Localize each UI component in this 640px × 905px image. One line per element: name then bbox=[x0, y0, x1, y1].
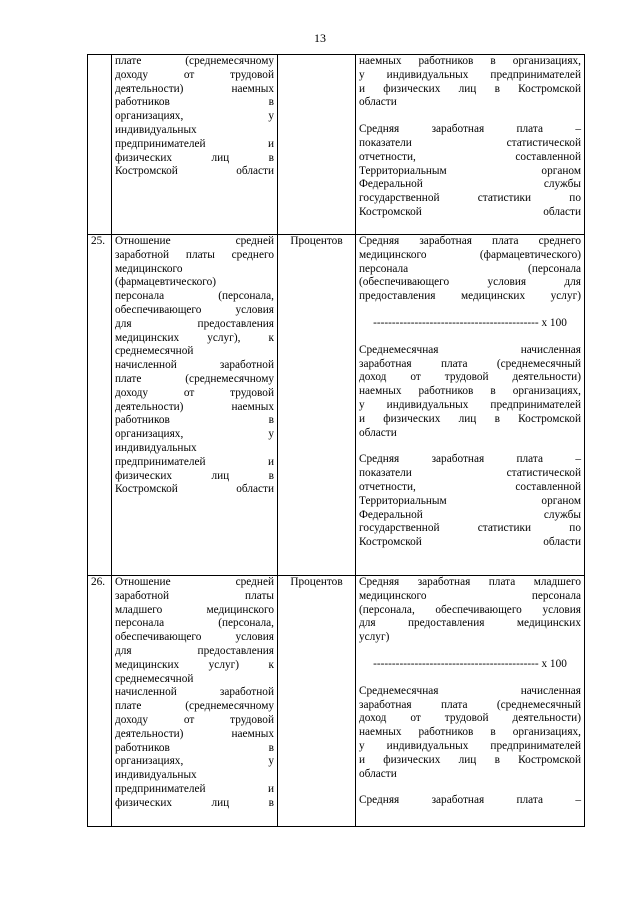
formula-text-line: наемных работников в организациях, bbox=[359, 55, 581, 67]
indicator-name bbox=[112, 235, 278, 576]
indicator-name-line: организациях, у bbox=[115, 755, 274, 768]
indicator-name-line: персонала (персонала, bbox=[115, 617, 274, 630]
paragraph-gap bbox=[359, 110, 581, 123]
table-row bbox=[88, 576, 585, 827]
data-source-line: Средняя заработная плата – bbox=[359, 794, 581, 807]
formula-numerator-line: Средняя заработная плата младшего bbox=[359, 576, 581, 588]
indicator-name-line: для предоставления bbox=[115, 644, 274, 657]
indicator-name-line: деятельности) наемных bbox=[115, 400, 274, 413]
indicator-name-line: плате (среднемесячному bbox=[115, 700, 274, 713]
paragraph-gap bbox=[359, 440, 581, 453]
formula-denominator-line: у индивидуальных предпринимателей bbox=[359, 739, 581, 752]
indicator-name-line: индивидуальных bbox=[115, 441, 197, 454]
indicator-name-line: предпринимателей и bbox=[115, 782, 274, 795]
data-source-line: отчетности, составленной bbox=[359, 150, 581, 163]
indicator-name-line: обеспечивающего условия bbox=[115, 303, 274, 316]
formula-denominator-line: области bbox=[359, 767, 397, 780]
data-source-line: Территориальным органом bbox=[359, 164, 581, 177]
indicator-name-line: работников в bbox=[115, 414, 274, 427]
indicator-name-line: индивидуальных bbox=[115, 123, 197, 136]
data-source-line: Средняя заработная плата – bbox=[359, 123, 581, 136]
formula-denominator-line: и физических лиц в Костромской bbox=[359, 753, 581, 766]
indicator-name-line: медицинского bbox=[115, 262, 183, 275]
formula-denominator-line: заработная плата (среднемесячный bbox=[359, 357, 581, 370]
unit-of-measure bbox=[278, 55, 356, 235]
data-source-line: государственной статистики по bbox=[359, 522, 581, 535]
formula-denominator-line: наемных работников в организациях, bbox=[359, 726, 581, 739]
data-source-line: показатели статистической bbox=[359, 467, 581, 480]
indicator-name bbox=[112, 576, 278, 827]
data-source-line: показатели статистической bbox=[359, 136, 581, 149]
calculation-method bbox=[356, 576, 585, 827]
indicator-name-line: Костромской области bbox=[115, 483, 274, 496]
formula-text-line: области bbox=[359, 96, 397, 109]
formula-numerator-line: медицинского персонала bbox=[359, 589, 581, 602]
indicator-name-line: персонала (персонала, bbox=[115, 290, 274, 303]
paragraph-gap bbox=[359, 781, 581, 794]
unit-of-measure: Процентов bbox=[278, 235, 356, 576]
formula-numerator-line: (персонала, обеспечивающего условия bbox=[359, 603, 581, 616]
page-number: 13 bbox=[314, 31, 326, 45]
formula-denominator-line: у индивидуальных предпринимателей bbox=[359, 398, 581, 411]
paragraph-gap bbox=[359, 304, 581, 317]
indicator-name-line: заработной платы среднего bbox=[115, 248, 274, 261]
indicator-name-line: Костромской области bbox=[115, 165, 274, 178]
formula-denominator-line: наемных работников в организациях, bbox=[359, 385, 581, 398]
data-source-line: Костромской области bbox=[359, 205, 581, 218]
unit-of-measure: Процентов bbox=[278, 576, 356, 827]
formula-numerator-line: Средняя заработная плата среднего bbox=[359, 235, 581, 247]
formula-numerator-line: для предоставления медицинских bbox=[359, 617, 581, 630]
row-number: 25. bbox=[88, 235, 112, 576]
indicator-name-line: плате (среднемесячному bbox=[115, 55, 274, 67]
indicator-name-line: (фармацевтического) bbox=[115, 276, 217, 289]
indicator-name-line: физических лиц в bbox=[115, 151, 274, 164]
data-source-line: государственной статистики по bbox=[359, 192, 581, 205]
formula-numerator-line: персонала (персонала bbox=[359, 262, 581, 275]
indicator-name-line: доходу от трудовой bbox=[115, 386, 274, 399]
indicator-name-line: деятельности) наемных bbox=[115, 727, 274, 740]
indicator-name-line: предпринимателей и bbox=[115, 137, 274, 150]
indicator-name bbox=[112, 55, 278, 235]
indicator-name-line: для предоставления bbox=[115, 317, 274, 330]
indicator-name-line: предпринимателей и bbox=[115, 455, 274, 468]
formula-numerator-line: предоставления медицинских услуг) bbox=[359, 290, 581, 303]
formula-text-line: и физических лиц в Костромской bbox=[359, 82, 581, 95]
indicators-table-body bbox=[88, 55, 585, 827]
formula-denominator-line: Среднемесячная начисленная bbox=[359, 684, 581, 697]
row-number bbox=[88, 55, 112, 235]
formula-denominator-line: Среднемесячная начисленная bbox=[359, 343, 581, 356]
indicator-name-line: плате (среднемесячному bbox=[115, 372, 274, 385]
data-source-line: Федеральной службы bbox=[359, 178, 581, 191]
formula-denominator-line: заработная плата (среднемесячный bbox=[359, 698, 581, 711]
calculation-method bbox=[356, 235, 585, 576]
formula-numerator-line: (обеспечивающего условия для bbox=[359, 276, 581, 289]
data-source-line: Федеральной службы bbox=[359, 508, 581, 521]
indicator-name-line: заработной платы bbox=[115, 589, 274, 602]
formula-denominator-line: и физических лиц в Костромской bbox=[359, 412, 581, 425]
indicator-name-line: обеспечивающего условия bbox=[115, 631, 274, 644]
indicator-name-line: младшего медицинского bbox=[115, 603, 274, 616]
indicator-name-line: начисленной заработной bbox=[115, 359, 274, 372]
indicator-name-line: среднемесячной bbox=[115, 672, 194, 685]
indicators-table bbox=[87, 54, 585, 827]
fraction-line: -------------------------------------------- x 100 bbox=[373, 657, 567, 670]
indicator-name-line: организациях, у bbox=[115, 428, 274, 441]
formula-numerator-line: медицинского (фармацевтического) bbox=[359, 248, 581, 261]
table-row bbox=[88, 235, 585, 576]
indicator-name-line: доходу от трудовой bbox=[115, 68, 274, 81]
indicator-name-line: Отношение средней bbox=[115, 576, 274, 588]
indicator-name-line: физических лиц в bbox=[115, 469, 274, 482]
formula-denominator-line: доход от трудовой деятельности) bbox=[359, 712, 581, 725]
indicator-name-line: физических лиц в bbox=[115, 796, 274, 809]
indicator-name-line: работников в bbox=[115, 741, 274, 754]
paragraph-gap bbox=[359, 645, 581, 658]
formula-denominator-line: доход от трудовой деятельности) bbox=[359, 371, 581, 384]
data-source-line: отчетности, составленной bbox=[359, 480, 581, 493]
data-source-line: Костромской области bbox=[359, 536, 581, 549]
fraction-line: -------------------------------------------- x 100 bbox=[373, 316, 567, 329]
formula-denominator-line: области bbox=[359, 426, 397, 439]
formula-text-line: у индивидуальных предпринимателей bbox=[359, 68, 581, 81]
indicator-name-line: организациях, у bbox=[115, 110, 274, 123]
indicator-name-line: доходу от трудовой bbox=[115, 713, 274, 726]
data-source-line: Средняя заработная плата – bbox=[359, 453, 581, 466]
row-number: 26. bbox=[88, 576, 112, 827]
data-source-line: Территориальным органом bbox=[359, 494, 581, 507]
table-row bbox=[88, 55, 585, 235]
indicator-name-line: индивидуальных bbox=[115, 769, 197, 782]
paragraph-gap bbox=[359, 672, 581, 685]
indicator-name-line: деятельности) наемных bbox=[115, 82, 274, 95]
calculation-method bbox=[356, 55, 585, 235]
formula-numerator-line: услуг) bbox=[359, 631, 390, 644]
indicator-name-line: работников в bbox=[115, 96, 274, 109]
indicator-name-line: начисленной заработной bbox=[115, 686, 274, 699]
indicator-name-line: Отношение средней bbox=[115, 235, 274, 247]
indicator-name-line: среднемесячной bbox=[115, 345, 194, 358]
indicator-name-line: медицинских услуг), к bbox=[115, 331, 274, 344]
paragraph-gap bbox=[359, 331, 581, 344]
indicator-name-line: медицинских услуг) к bbox=[115, 658, 274, 671]
